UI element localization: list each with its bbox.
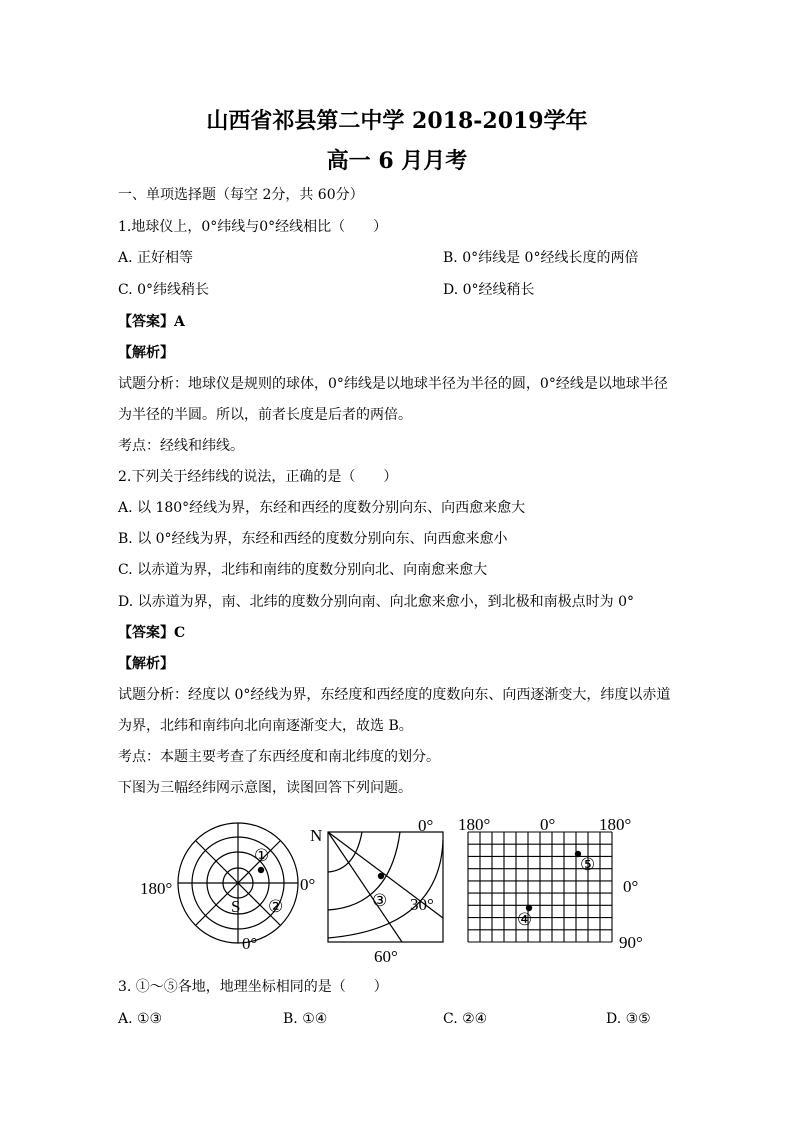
q3-option-a: A. ①③ — [118, 1011, 163, 1027]
point-1-dot — [258, 867, 264, 873]
q2-analysis-label: 【解析】 — [118, 656, 174, 672]
fig3-label-180-left: 180° — [458, 815, 491, 834]
fig1-label-0-right: 0° — [300, 875, 316, 894]
fig3-label-0-right: 0° — [623, 877, 639, 896]
graticule-figure — [140, 810, 660, 975]
title-line-2: 高一 6 月月考 — [326, 148, 468, 174]
fig2-label-n: N — [310, 826, 323, 845]
rectangular-grid-diagram — [468, 832, 612, 942]
q3-stem: 3. ①～⑤各地，地理坐标相同的是（ ） — [118, 979, 388, 995]
polar-graticule-diagram — [178, 823, 298, 943]
q1-option-d: D. 0°经线稍长 — [443, 282, 535, 298]
fig2-label-0: 0° — [418, 816, 434, 835]
q2-option-c: C. 以赤道为界，北纬和南纬的度数分别向北、向南愈来愈大 — [118, 562, 488, 578]
q2-point: 考点：本题主要考查了东西经度和南北纬度的划分。 — [118, 749, 440, 765]
fig3-label-180-right: 180° — [599, 815, 632, 834]
q1-option-c: C. 0°纬线稍长 — [118, 282, 210, 298]
q1-stem: 1.地球仪上，0°纬线与0°经线相比（ ） — [118, 219, 388, 235]
fig2-label-30: 30° — [410, 895, 434, 914]
fig1-marker-2: ② — [268, 897, 284, 916]
q1-point: 考点：经线和纬线。 — [118, 438, 244, 454]
q2-option-b: B. 以 0°经线为界，东经和西经的度数分别向东、向西愈来愈小 — [118, 531, 508, 547]
fig2-label-60: 60° — [374, 947, 398, 966]
q1-option-a: A. 正好相等 — [118, 250, 194, 266]
figure-intro: 下图为三幅经纬网示意图，读图回答下列问题。 — [118, 780, 412, 796]
q2-option-d: D. 以赤道为界，南、北纬的度数分别向南、向北愈来愈小，到北极和南极点时为 0° — [118, 594, 634, 610]
fig2-marker-3: ③ — [372, 891, 388, 910]
fig3-marker-5: ⑤ — [580, 855, 596, 874]
q2-analysis-line-1: 试题分析：经度以 0°经线为界，东经度和西经度的度数向东、向西逐渐变大，纬度以赤道 — [118, 687, 671, 703]
q3-option-d: D. ③⑤ — [606, 1011, 651, 1027]
q2-answer: 【答案】C — [118, 625, 186, 641]
q2-stem: 2.下列关于经纬线的说法，正确的是（ ） — [118, 469, 398, 485]
q1-analysis-line-1: 试题分析：地球仪是规则的球体，0°纬线是以地球半径为半径的圆，0°经线是以地球半径 — [118, 376, 668, 392]
q1-answer: 【答案】A — [118, 314, 185, 330]
fig1-marker-1: ① — [254, 846, 270, 865]
fig3-label-90: 90° — [619, 933, 643, 952]
fig1-label-180: 180° — [140, 879, 173, 898]
q3-option-b: B. ①④ — [283, 1011, 328, 1027]
section-heading: 一、单项选择题（每空 2分，共 60分） — [118, 187, 364, 203]
q2-analysis-line-2: 为界，北纬和南纬向北向南逐渐变大，故选 B。 — [118, 718, 413, 734]
q1-option-b: B. 0°纬线是 0°经线长度的两倍 — [443, 250, 639, 266]
q3-option-c: C. ②④ — [443, 1011, 488, 1027]
point-3-dot — [378, 873, 384, 879]
quarter-graticule-diagram — [328, 832, 443, 942]
fig1-label-0-bottom: 0° — [242, 934, 258, 953]
fig3-marker-4: ④ — [517, 910, 533, 929]
q2-option-a: A. 以 180°经线为界，东经和西经的度数分别向东、向西愈来愈大 — [118, 500, 526, 516]
fig1-pole-s: S — [231, 897, 241, 916]
title-line-1: 山西省祁县第二中学 2018-2019学年 — [206, 108, 588, 134]
q1-analysis-label: 【解析】 — [118, 345, 174, 361]
fig3-label-0-top: 0° — [540, 815, 556, 834]
q1-analysis-line-2: 为半径的半圆。所以，前者长度是后者的两倍。 — [118, 407, 412, 423]
